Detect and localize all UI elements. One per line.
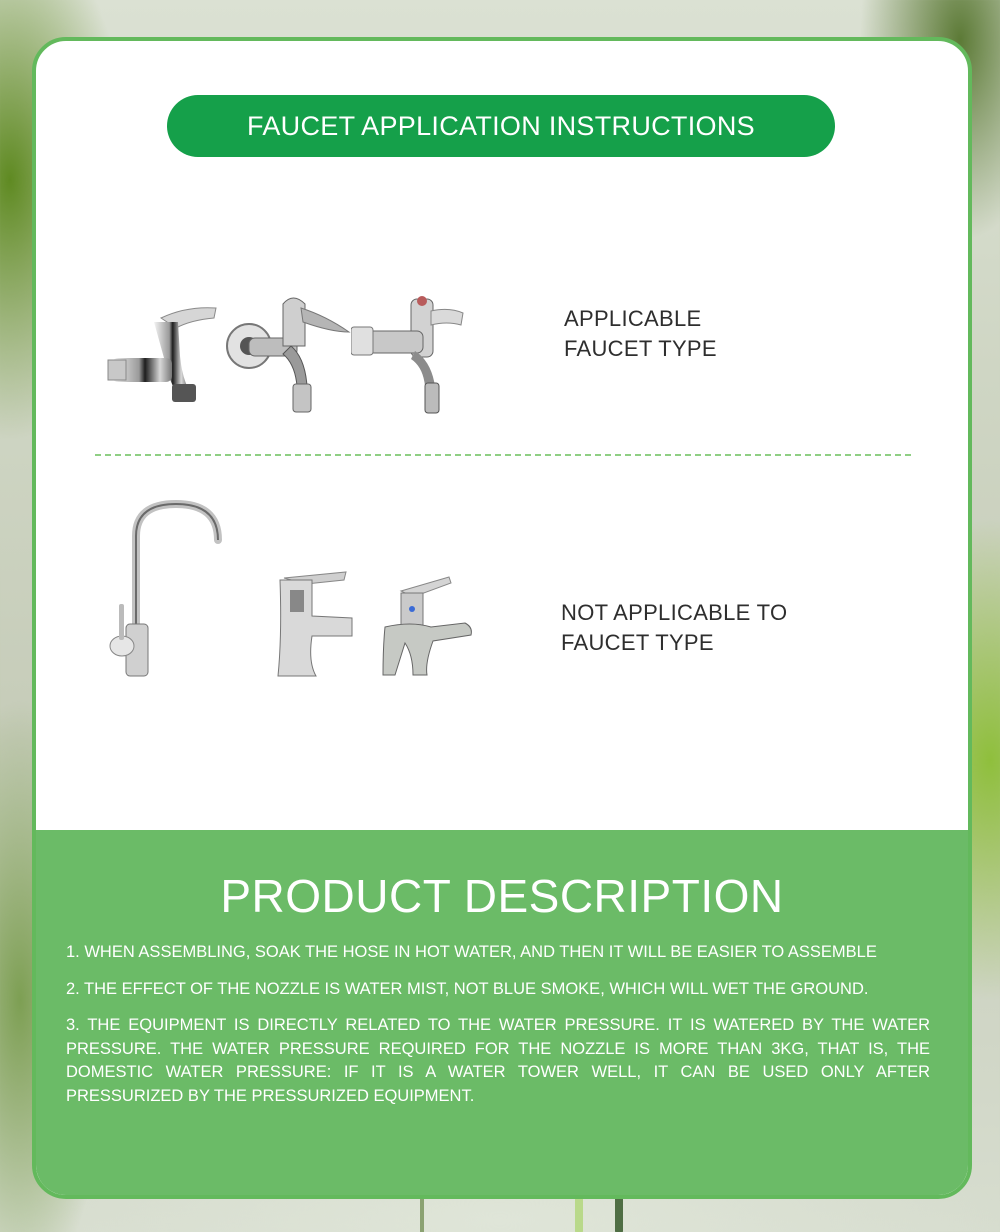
- applicable-label-line1: APPLICABLE: [564, 306, 702, 331]
- background-stem: [420, 1195, 424, 1232]
- description-item: 2. THE EFFECT OF THE NOZZLE IS WATER MIST, NOT BLUE SMOKE, WHICH WILL WET THE GROUND.: [66, 979, 869, 998]
- wall-bibcock-red-cap-faucet-icon: [351, 291, 471, 416]
- instruction-card: [32, 37, 972, 1199]
- applicable-type-label: [564, 304, 717, 364]
- section-divider: [95, 454, 911, 456]
- header-title: FAUCET APPLICATION INSTRUCTIONS: [247, 110, 755, 141]
- wall-bibcock-flange-faucet-icon: [221, 286, 351, 416]
- header-banner: [167, 95, 835, 157]
- gooseneck-kitchen-faucet-icon: [106, 496, 236, 681]
- product-description-list: [66, 941, 930, 1121]
- single-lever-basin-faucet-icon: [236, 566, 361, 681]
- not-applicable-label-line1: NOT APPLICABLE TO: [561, 600, 788, 625]
- description-item: 1. WHEN ASSEMBLING, SOAK THE HOSE IN HOT WATER, AND THEN IT WILL BE EASIER TO ASSEMBLE: [66, 943, 877, 961]
- background-stem: [575, 1195, 583, 1232]
- not-applicable-label-line2: FAUCET TYPE: [561, 630, 714, 655]
- description-item: 3. THE EQUIPMENT IS DIRECTLY RELATED TO THE WATER PRESSURE. IT IS WATERED BY THE WATER PRESSURE. THE WATER PRESSURE REQUIRED FOR THE NOZZLE IS MORE THAN 3KG, THAT IS, THE DOMESTIC WATER PRESSURE: IF IT IS A WATER TOWER WELL, IT CAN BE USED ONLY AFTER PRESSURIZED BY THE PRESSURIZED EQUIPMENT.: [66, 1016, 930, 1105]
- applicable-label-line2: FAUCET TYPE: [564, 336, 717, 361]
- product-description-title: PRODUCT DESCRIPTION: [220, 870, 784, 922]
- not-applicable-type-label: [561, 598, 787, 658]
- wall-bibcock-lever-faucet-icon: [106, 296, 221, 416]
- basin-faucet-blue-indicator-icon: [361, 571, 481, 681]
- applicable-faucets-row: [106, 281, 471, 416]
- background-stem: [615, 1195, 623, 1232]
- not-applicable-faucets-row: [106, 491, 481, 681]
